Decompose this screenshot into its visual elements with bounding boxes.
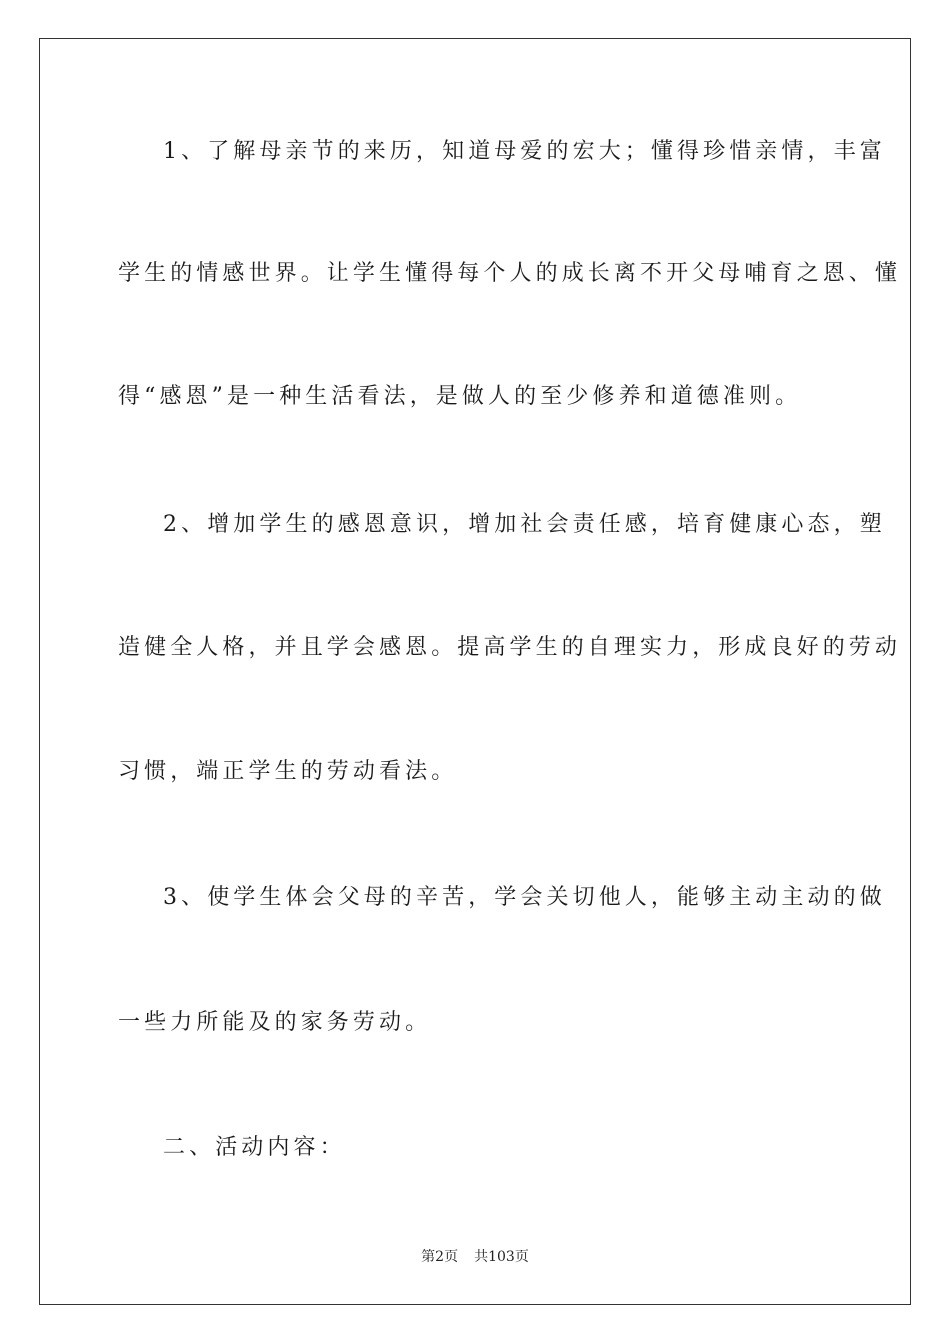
- page-total: 共103页: [474, 1249, 529, 1265]
- page-frame: [39, 38, 911, 1305]
- section-heading: 二、活动内容：: [163, 1135, 346, 1160]
- page-number: 第2页: [421, 1249, 459, 1265]
- paragraph-line: 2、增加学生的感恩意识，增加社会责任感，培育健康心态，塑: [163, 512, 886, 537]
- paragraph-line: 习惯，端正学生的劳动看法。: [118, 759, 458, 784]
- paragraph-line: 学生的情感世界。让学生懂得每个人的成长离不开父母哺育之恩、懂: [118, 261, 902, 286]
- paragraph-line: 得“感恩”是一种生活看法，是做人的至少修养和道德准则。: [118, 384, 802, 409]
- paragraph-line: 1、了解母亲节的来历，知道母爱的宏大；懂得珍惜亲情，丰富: [163, 139, 886, 164]
- paragraph-line: 3、使学生体会父母的辛苦，学会关切他人，能够主动主动的做: [163, 885, 886, 910]
- paragraph-line: 一些力所能及的家务劳动。: [118, 1010, 432, 1035]
- page-footer: [0, 1247, 950, 1267]
- paragraph-line: 造健全人格，并且学会感恩。提高学生的自理实力，形成良好的劳动: [118, 635, 902, 660]
